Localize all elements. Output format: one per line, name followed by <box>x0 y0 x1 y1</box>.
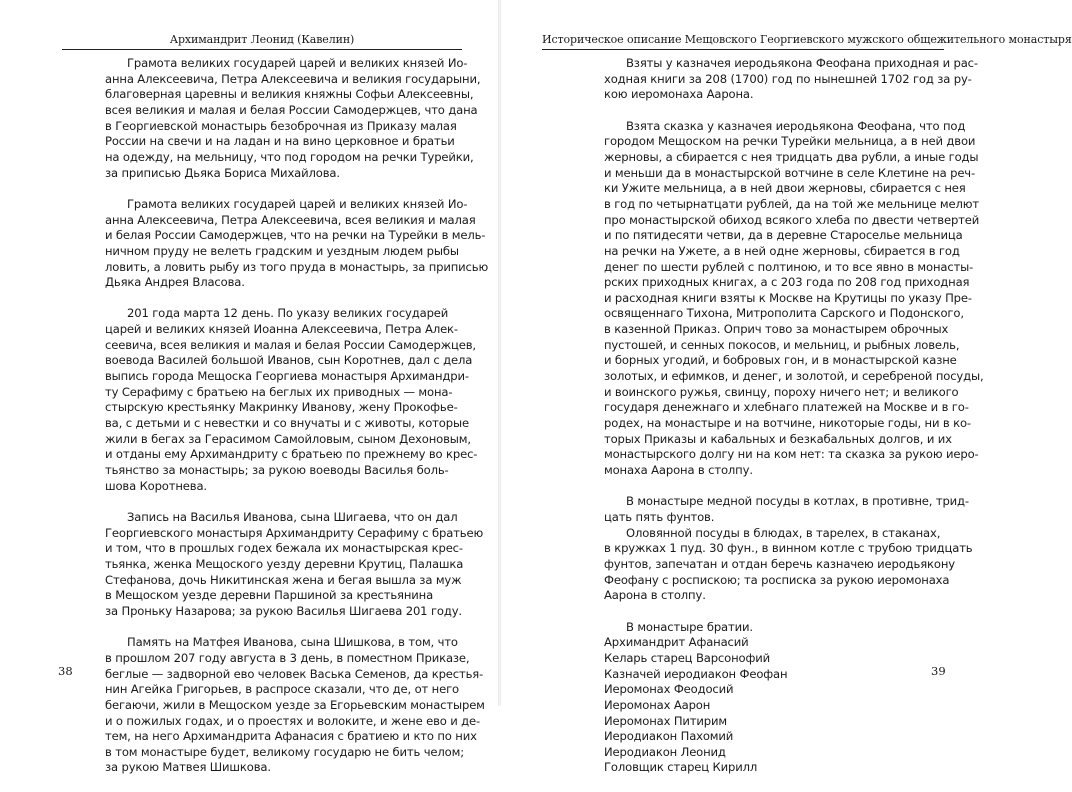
text-line: в год по четырнатцати рублей, да на той же мельнице мелют <box>604 196 979 211</box>
text-line: в Георгиевской монастырь безоброчная из Приказу малая <box>105 118 457 133</box>
text-line: и борных угодий, и бобровых гон, и в монастырской казне <box>604 353 957 368</box>
text-line: ту Серафиму с братьею на беглых их приводных — мона- <box>105 384 453 399</box>
text-line: Дьяка Андрея Власова. <box>105 275 245 290</box>
text-line: нин Агейка Григорьев, в распросе сказали, что де, от него <box>105 682 459 697</box>
text-line: и воинского ружья, свинцу, пороху ничего нет; и великого <box>604 384 959 399</box>
text-line: ходная книги за 208 (1700) год по нынешней 1702 год за ру- <box>604 71 972 86</box>
paragraph <box>105 56 481 181</box>
text-line: кою иеромонаха Аарона. <box>604 87 754 102</box>
text-line: на речки на Ужете, а в ней одне жерновы, сбирается в год <box>604 243 960 258</box>
running-head: Архимандрит Леонид (Кавелин) <box>62 33 462 50</box>
book-gutter <box>498 0 501 706</box>
page-number: 38 <box>58 664 73 678</box>
text-line: России на свечи и на ладан и на вино церковное и братьи <box>105 134 455 149</box>
right-page <box>504 0 1072 775</box>
text-line: ки Ужите мельница, а в ней двои жерновы, сбирается с нея <box>604 181 966 196</box>
text-line: в прошлом 207 году августа в 3 день, в поместном Приказе, <box>105 650 470 665</box>
paragraph <box>105 196 489 291</box>
text-line: на одежду, на мельницу, что под городом на речки Турейки, <box>105 149 474 164</box>
text-line: беглые — задворной ево человек Васька Семенов, да крестья- <box>105 666 484 681</box>
paragraph <box>604 494 969 525</box>
text-line: шова Коротнева. <box>105 478 207 493</box>
text-line: за рукою Матвея Шишкова. <box>105 760 271 775</box>
text-line: и отданы ему Архимандриту с братьею по прежнему во крес- <box>105 447 478 462</box>
text-line: Грамота великих государей царей и великих князей Ио- <box>127 196 468 211</box>
brethren-list-item: Иеромонах Аарон <box>604 697 711 712</box>
paragraph <box>604 620 950 777</box>
brethren-list-item: Иеродиакон Леонид <box>604 744 726 759</box>
text-line: Георгиевского монастыря Архимандриту Серафиму с братьею <box>105 525 484 540</box>
text-line: ва, с детьми и с невестки и со внучаты и с животы, которые <box>105 416 469 431</box>
text-line: и о пожилых годах, и о проестях и волоките, и жене ево и де- <box>105 713 481 728</box>
text-line: ничном пруду не велеть градским и уездным людем рыбы <box>105 243 459 258</box>
text-line: стырскую крестьянку Макринку Иванову, жену Прокофье- <box>105 400 458 415</box>
paragraph <box>105 509 484 620</box>
text-line: тьянство за монастырь; за рукою воеводы Василья боль- <box>105 463 449 478</box>
text-line: сеевича, всея великия и малая и белая России Самодержцев, <box>105 337 476 352</box>
text-line: и по пятидесяти четви, да в деревне Староселье мельница <box>604 228 963 243</box>
page-number: 39 <box>931 664 946 678</box>
text-line: В монастыре братии. <box>626 619 753 634</box>
brethren-list-item: Келарь старец Варсонофий <box>604 650 770 665</box>
text-line: и меньши да в монастырской вотчине в селе Клетине на реч- <box>604 165 976 180</box>
brethren-list-item: Архимандрит Афанасий <box>604 635 749 650</box>
text-line: жили в бегах за Герасимом Самойловым, сыном Дехоновым, <box>105 431 471 446</box>
paragraph <box>604 118 984 479</box>
text-line: Феофану с роспискою; та росписка за рукою иеромонаха <box>604 572 950 587</box>
brethren-list-item: Иеромонах Феодосий <box>604 682 734 697</box>
paragraph <box>604 525 973 604</box>
text-line: жерновы, а сбирается с нея тридцать два рубли, а иные годы <box>604 149 979 164</box>
text-line: тьянка, женка Мещоского уезду деревни Крутиц, Палашка <box>105 556 464 571</box>
text-line: в кружках 1 пуд. 30 фун., в винном котле с трубою тридцать <box>604 541 973 556</box>
text-line: рских приходных книгах, а с 203 года по 208 год приходная <box>604 275 970 290</box>
text-line: бегаючи, жили в Мещоском уезде за Егорьевским монастырем <box>105 697 485 712</box>
text-line: Аарона в столпу. <box>604 588 706 603</box>
text-line: фунтов, запечатан и отдан беречь казначею иеродьякону <box>604 556 955 571</box>
text-line: за Проньку Назарова; за рукою Василья Шигаева 201 году. <box>105 603 462 618</box>
text-line: царей и великих князей Иоанна Алексеевича, Петра Алек- <box>105 322 458 337</box>
text-line: анна Алексеевича, Петра Алексеевича и великия государыни, <box>105 71 481 86</box>
text-line: Взята сказка у казначея иеродьякона Феофана, что под <box>626 118 966 133</box>
text-line: тем, на него Архимандрита Афанасия с братиею и кто по них <box>105 729 477 744</box>
text-line: Оловянной посуды в блюдах, в тарелех, в стаканах, <box>626 525 941 540</box>
text-line: в Мещоском уезде деревни Паршиной за крестьянина <box>105 588 434 603</box>
left-page <box>0 0 495 775</box>
text-line: про монастырской обиход всякого хлеба по двести четвертей <box>604 212 980 227</box>
text-line: В монастыре медной посуды в котлах, в противне, трид- <box>626 494 969 509</box>
paragraph <box>105 635 485 776</box>
text-line: всея великия и малая и белая России Самодержцев, что дана <box>105 102 478 117</box>
text-line: золотых, и ефимков, и денег, и золотой, и серебреной посуды, <box>604 369 984 384</box>
page-body-text <box>105 56 489 792</box>
text-line: цать пять фунтов. <box>604 510 715 524</box>
brethren-list-item: Головщик старец Кирилл <box>604 760 758 775</box>
text-line: Запись на Василья Иванова, сына Шигаева, что он дал <box>127 509 458 524</box>
paragraph <box>604 56 978 103</box>
page-body-text <box>604 56 984 792</box>
text-line: пустошей, и сенных покосов, и мельниц, и рыбных ловель, <box>604 337 960 352</box>
text-line: 201 года марта 12 день. По указу великих государей <box>127 306 449 321</box>
text-line: монастырского долгу ни на ком нет: та сказка за рукою иеро- <box>604 447 979 462</box>
text-line: государя денежнаго и хлебнаго платежей на Москве и в го- <box>604 400 969 415</box>
text-line: и том, что в прошлых годех бежала их монастырская крес- <box>105 541 463 556</box>
running-head: Историческое описание Мещовского Георгиевского мужского общежительного монастыря <box>542 33 944 50</box>
text-line: и белая России Самодержцев, что на речки на Турейки в мель- <box>105 228 486 243</box>
text-line: за приписью Дьяка Бориса Михайлова. <box>105 165 340 180</box>
text-line: городом Мещоском на речки Турейки мельница, а в ней двои <box>604 134 976 149</box>
brethren-list-item: Иеромонах Питирим <box>604 713 727 728</box>
text-line: в казенной Приказ. Оприч тово за монастырем оброчных <box>604 322 949 337</box>
text-line: родех, на монастыре и на вотчине, никоторые годы, ни в ко- <box>604 416 971 431</box>
text-line: монаха Аарона в столпу. <box>604 463 753 478</box>
text-line: благоверная царевны и великия княжны Софьи Алексеевны, <box>105 87 474 102</box>
brethren-list-item: Иеродиакон Пахомий <box>604 729 734 744</box>
text-line: и расходная книги взяты к Москве на Крутицы по указу Пре- <box>604 290 972 305</box>
brethren-list-item: Казначей иеродиакон Феофан <box>604 666 788 681</box>
text-line: торых Приказы и кабальных и безкабальных долгов, и их <box>604 431 952 446</box>
text-line: анна Алексеевича, Петра Алексеевича, всея великия и малая <box>105 212 476 227</box>
text-line: освященнаго Тихона, Митрополита Сарского и Подонского, <box>604 306 964 321</box>
text-line: Стефанова, дочь Никитинская жена и бегая вышла за муж <box>105 572 462 587</box>
paragraph <box>105 306 478 494</box>
text-line: Грамота великих государей царей и великих князей Ио- <box>127 56 468 70</box>
text-line: воевода Василей большой Иванов, сын Коротнев, дал с дела <box>105 353 473 368</box>
text-line: денег по шести рублей с полтиною, и то все явно в монасты- <box>604 259 974 274</box>
text-line: выпись города Мещоска Георгиева монастыря Архимандри- <box>105 369 469 384</box>
text-line: в том монастыре будет, великому государю не бить челом; <box>105 744 464 759</box>
text-line: ловить, а ловить рыбу из того пруда в монастырь, за приписью <box>105 259 489 274</box>
text-line: Память на Матфея Иванова, сына Шишкова, в том, что <box>127 635 458 650</box>
text-line: Взяты у казначея иеродьякона Феофана приходная и рас- <box>626 56 978 70</box>
